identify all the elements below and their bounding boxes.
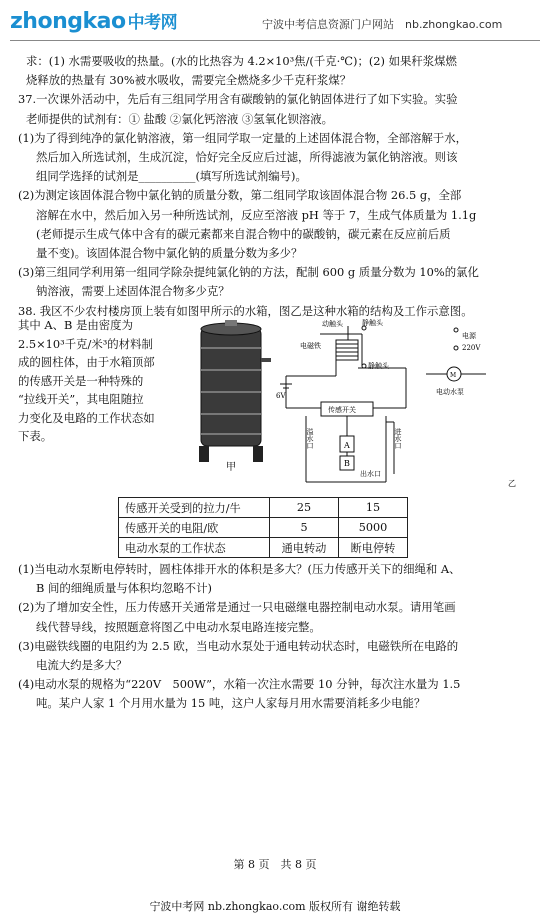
battery-label: 6V bbox=[276, 392, 286, 400]
text-line: 求：(1) 水需要吸收的热量。(水的比热容为 4.2×10³焦/(千克·℃)；(2) 如果秆浆煤燃 bbox=[26, 54, 457, 68]
table-row bbox=[119, 498, 408, 518]
sensor-switch-label: 传感开关 bbox=[328, 406, 356, 414]
question-block-upper bbox=[18, 52, 533, 321]
cylinder-a-label: A bbox=[344, 441, 350, 450]
q38-question-line: (3)电磁铁线圈的电阻约为 2.5 欧，当电动水泵处于通电转动状态时，电磁铁所在电路的 bbox=[18, 638, 459, 653]
outlet-label: 出水口 bbox=[360, 470, 381, 478]
q38-questions bbox=[18, 560, 533, 714]
table-row bbox=[119, 538, 408, 558]
intro-line: “拉线开关”，其电阻随拉 bbox=[18, 392, 144, 406]
moving-contact-label: 动触头 bbox=[322, 320, 343, 328]
voltage-label: 220V bbox=[462, 344, 481, 352]
table-cell: 15 bbox=[339, 498, 408, 518]
header-divider bbox=[10, 40, 540, 41]
motor-symbol: M bbox=[450, 372, 457, 379]
static-contact-bottom-label: 静触头 bbox=[368, 362, 389, 370]
q37-line: 量不变)。该固体混合物中氯化钠的质量分数为多少？ bbox=[36, 246, 303, 261]
q37-line: 37.一次课外活动中，先后有三组同学用含有碳酸钠的氯化钠固体进行了如下实验。实验 bbox=[18, 92, 458, 107]
power-source-label: 电源 bbox=[462, 332, 476, 340]
q37-line: (3)第三组同学利用第一组同学除杂提纯氯化钠的方法，配制 600 g 质量分数为 10%的氯化 bbox=[18, 265, 479, 280]
pump-label: 电动水泵 bbox=[436, 388, 464, 396]
q38-question-line: (2)为了增加安全性，压力传感开关通常是通过一只电磁继电器控制电动水泵。请用笔画 bbox=[18, 600, 456, 615]
figure-jia-label: 甲 bbox=[226, 462, 236, 473]
intro-line: 力变化及电路的工作状态如 bbox=[18, 410, 155, 425]
q37-line: 钠溶液，需要上述固体混合物多少克？ bbox=[36, 284, 230, 299]
q37-line: (2)为测定该固体混合物中氯化钠的质量分数，第二组同学取该固体混合物 26.5 g，全部 bbox=[18, 188, 462, 203]
page-header bbox=[0, 0, 550, 44]
table-row bbox=[119, 518, 408, 538]
q37-line: (老师提示生成气体中含有的碳元素都来自混合物中的碳酸钠，碳元素在反应前后质 bbox=[36, 226, 451, 241]
table-cell: 电动水泵的工作状态 bbox=[119, 538, 270, 558]
figure-yi-label: 乙 bbox=[508, 479, 516, 488]
inlet-label: 进水口 bbox=[394, 428, 402, 449]
q38-question-line: 吨。某户人家 1 个月用水量为 15 吨，这户人家每月用水需要消耗多少电能？ bbox=[36, 696, 426, 711]
logo-chinese-text: 中考网 bbox=[127, 13, 178, 33]
footer-copyright: 宁波中考网 nb.zhongkao.com 版权所有 谢绝转载 bbox=[149, 900, 401, 913]
table-cell: 通电转动 bbox=[270, 538, 339, 558]
site-banner-text: 宁波中考信息资源门户网站 nb.zhongkao.com bbox=[262, 18, 503, 31]
intro-line: 成的圆柱体，由于水箱顶部 bbox=[18, 355, 155, 369]
page-number: 第 8 页 共 8 页 bbox=[233, 858, 317, 871]
table-cell: 传感开关的电阻/欧 bbox=[119, 518, 270, 538]
zhongkao-logo bbox=[10, 8, 177, 34]
cylinder-b-label: B bbox=[344, 459, 350, 468]
q37-line: 组同学选择的试剂是__________(填写所选试剂编号)。 bbox=[36, 169, 307, 184]
intro-line: 其中 A、B 是由密度为 bbox=[18, 318, 133, 332]
intro-line: 的传感开关是一种特殊的 bbox=[18, 373, 144, 388]
q38-title: 38. 我区不少农村楼房顶上装有如图甲所示的水箱，图乙是这种水箱的结构及工作示意图。 bbox=[18, 303, 473, 318]
table-cell: 5000 bbox=[339, 518, 408, 538]
text-line: 烧释放的热量有 30%被水吸收，需要完全燃烧多少千克秆浆煤？ bbox=[26, 73, 352, 88]
q38-question-line: (4)电动水泵的规格为“220V 500W”，水箱一次注水需要 10 分钟，每次注水量为 1.5 bbox=[18, 677, 461, 692]
table-cell: 25 bbox=[270, 498, 339, 518]
static-contact-top-label: 静触头 bbox=[362, 319, 383, 327]
q38-question-line: 电流大约是多大？ bbox=[36, 658, 128, 673]
q38-question-line: (1)当电动水泵断电停转时，圆柱体排开水的体积是多大？(压力传感开关下的细绳和 A、 bbox=[18, 562, 461, 576]
water-tank-figure bbox=[195, 318, 275, 473]
q38-intro bbox=[18, 316, 193, 446]
intro-line: 下表。 bbox=[18, 429, 53, 443]
table-cell: 传感开关受到的拉力/牛 bbox=[119, 498, 270, 518]
overflow-label: 溢水口 bbox=[306, 428, 314, 449]
q37-line: (1)为了得到纯净的氯化钠溶液，第一组同学取一定量的上述固体混合物，全部溶解于水， bbox=[18, 130, 467, 145]
circuit-diagram bbox=[276, 318, 532, 488]
intro-line: 2.5×10³千克/米³的材料制 bbox=[18, 336, 153, 351]
q38-question-line: 线代替导线，按照题意将图乙中电动水泵电路连接完整。 bbox=[36, 619, 321, 634]
q38-question-line: B 间的细绳质量与体积均忽略不计) bbox=[36, 581, 212, 596]
table-cell: 5 bbox=[270, 518, 339, 538]
table-cell: 断电停转 bbox=[339, 538, 408, 558]
logo-latin-text: zhongkao bbox=[10, 9, 126, 34]
sensor-table bbox=[118, 497, 408, 558]
q37-line: 老师提供的试剂有：① 盐酸 ②氯化钙溶液 ③氢氧化钡溶液。 bbox=[26, 111, 334, 126]
electromagnet-label: 电磁铁 bbox=[300, 342, 321, 350]
q37-line: 然后加入所选试剂，生成沉淀，恰好完全反应后过滤，所得滤液为氯化钠溶液。则该 bbox=[36, 150, 458, 165]
q37-line: 溶解在水中，然后加入另一种所选试剂，反应至溶液 pH 等于 7，生成气体质量为 1.1g bbox=[36, 207, 477, 222]
